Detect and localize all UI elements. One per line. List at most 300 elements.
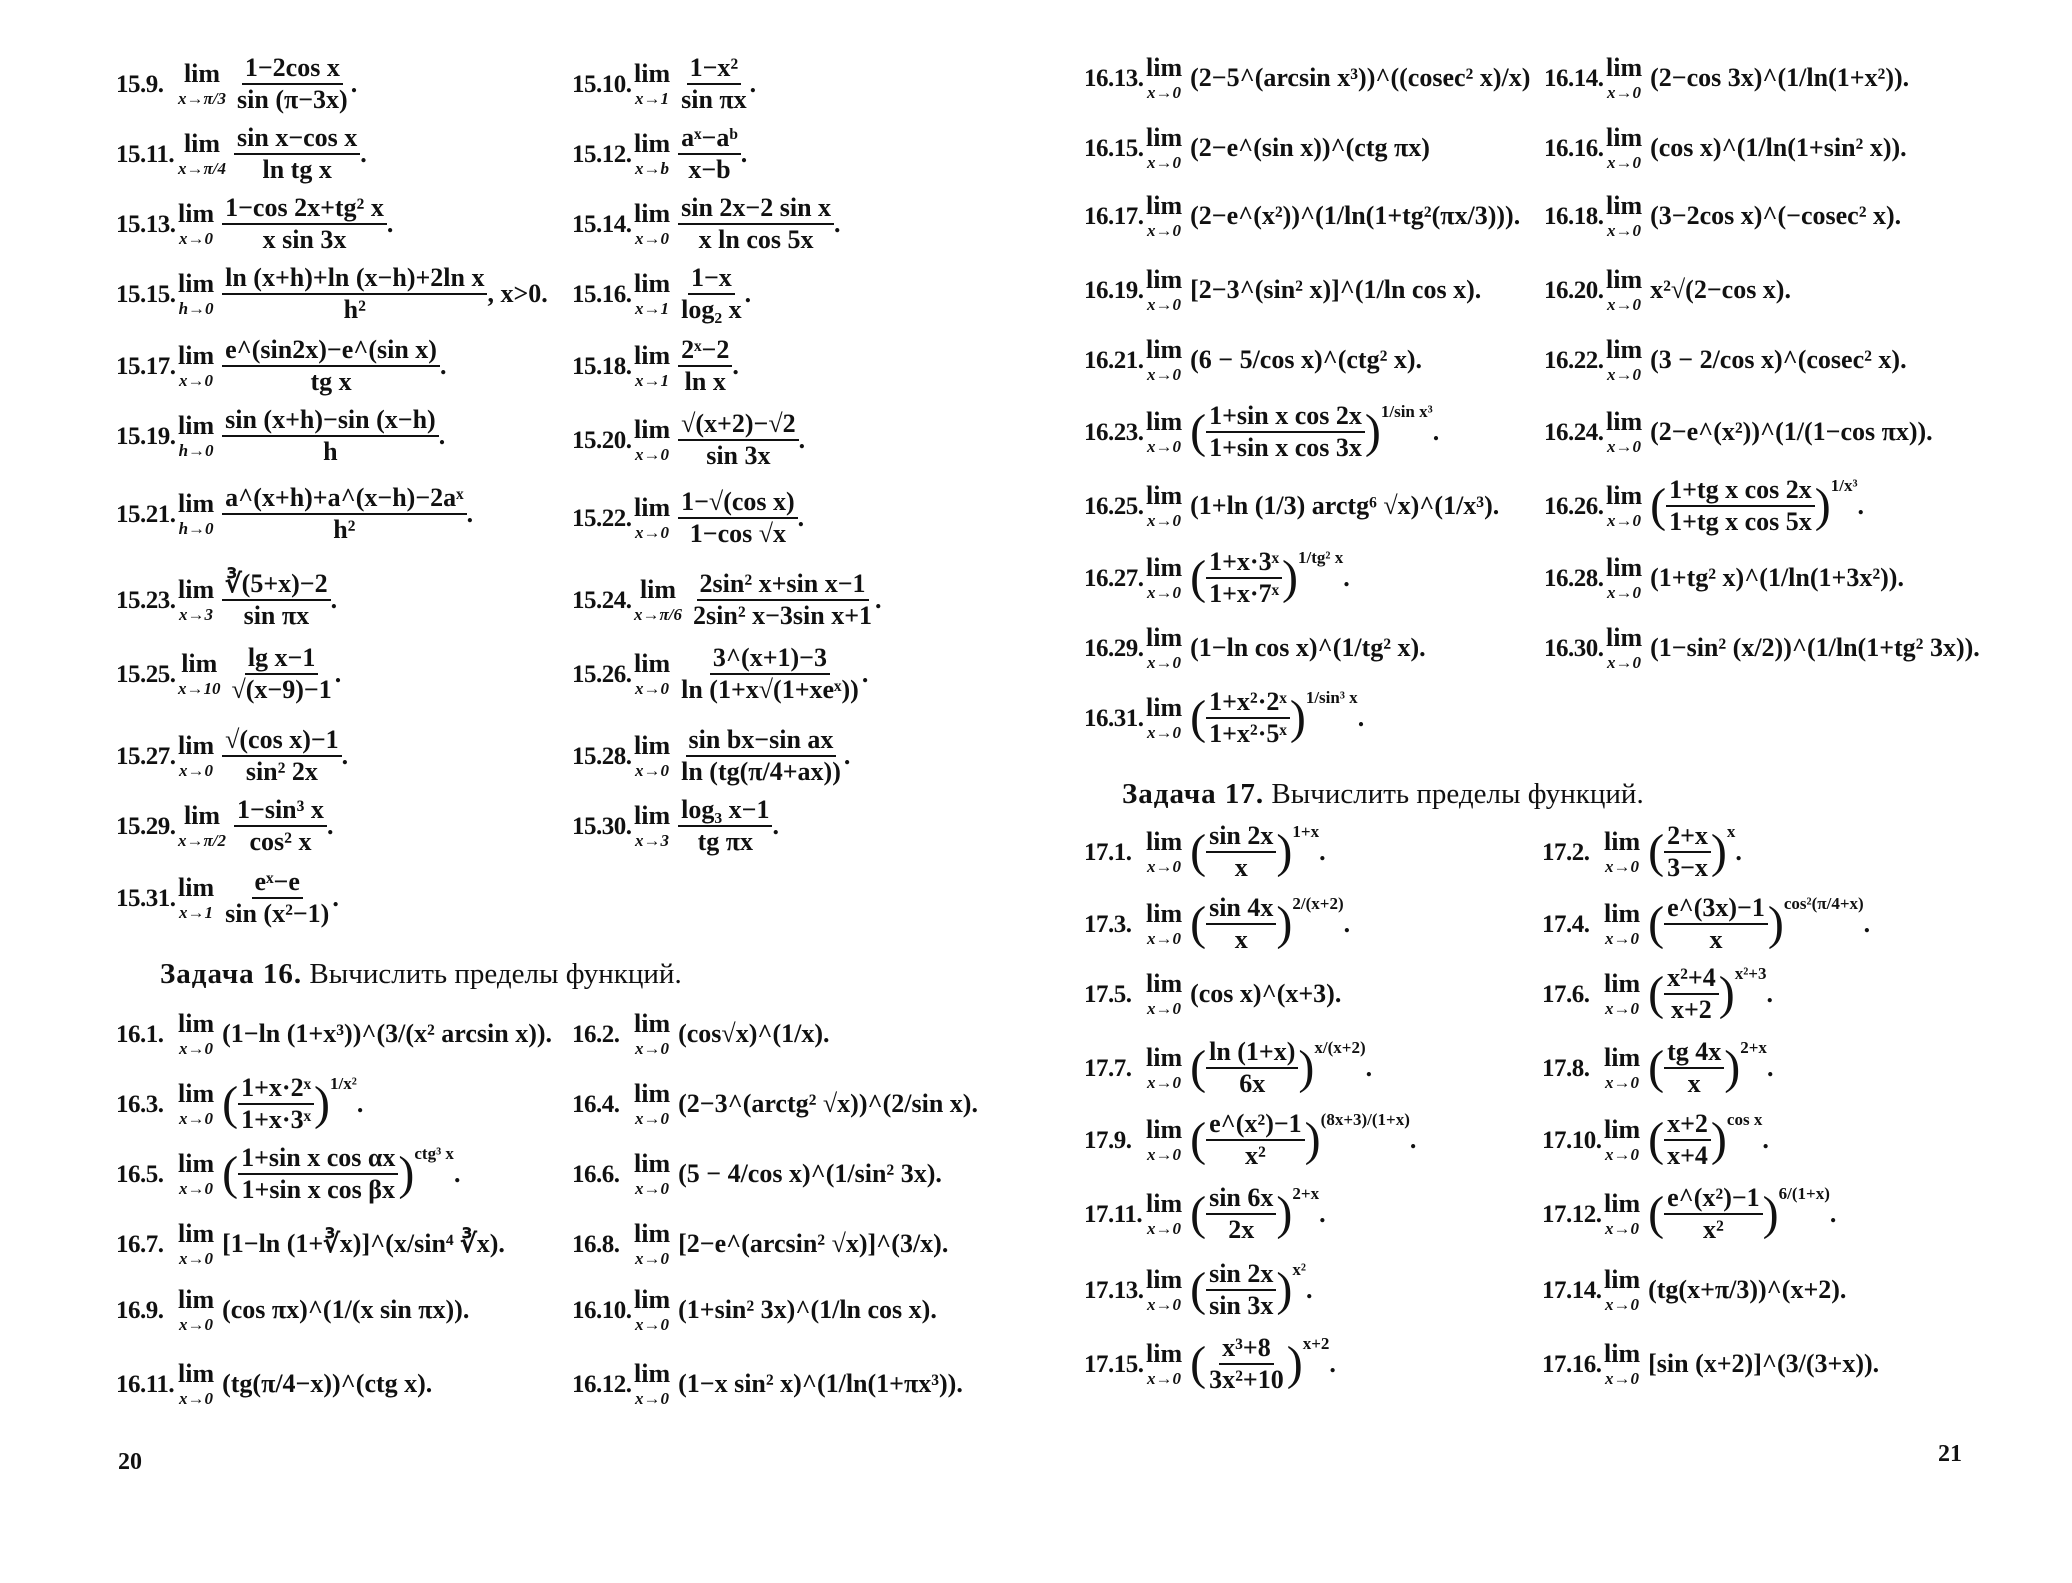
close-paren: ) bbox=[1276, 897, 1293, 950]
numerator: 1+x·3ˣ bbox=[1206, 549, 1282, 579]
lim-label: lim bbox=[1146, 1265, 1183, 1294]
lim-subscript: x→π/4 bbox=[178, 159, 227, 178]
lim-subscript: x→0 bbox=[635, 679, 670, 698]
limit-expression: (tg(x+π/3))^(x+2). bbox=[1648, 1275, 1847, 1304]
limit-expression bbox=[1648, 1111, 1769, 1169]
lim-subscript: x→0 bbox=[635, 1249, 670, 1268]
lim-subscript: x→π/6 bbox=[634, 605, 683, 624]
close-paren: ) bbox=[1814, 479, 1831, 532]
lim-subscript: x→0 bbox=[179, 371, 214, 390]
lim-subscript: x→0 bbox=[635, 229, 670, 248]
section-heading: Задача 16. Вычислить пределы функций. bbox=[160, 958, 682, 990]
problem-item bbox=[1084, 1111, 1416, 1169]
lim-subscript: x→1 bbox=[635, 89, 670, 108]
exponent: 2+x bbox=[1292, 1184, 1320, 1203]
lim-subscript: x→0 bbox=[635, 761, 670, 780]
limit-operator bbox=[1146, 337, 1182, 383]
lim-label: lim bbox=[634, 1079, 671, 1108]
limit-expression: (5 − 4/cos x)^(1/sin² 3x). bbox=[678, 1159, 942, 1188]
problem-item bbox=[1084, 1261, 1313, 1319]
fraction bbox=[678, 411, 799, 469]
lim-label: lim bbox=[1146, 335, 1183, 364]
limit-operator bbox=[634, 803, 670, 849]
problem-item bbox=[1084, 403, 1439, 461]
numerator: 2sin² x+sin x−1 bbox=[697, 571, 869, 601]
problem-item bbox=[572, 1287, 937, 1333]
limit-expression bbox=[222, 485, 473, 543]
fraction bbox=[1664, 1185, 1763, 1243]
denominator: 1+x²·5ˣ bbox=[1209, 719, 1287, 748]
lim-label: lim bbox=[634, 1219, 671, 1248]
limit-operator bbox=[634, 1081, 670, 1127]
problem-item bbox=[572, 1361, 963, 1407]
exponent: cos²(π/4+x) bbox=[1783, 894, 1864, 913]
lim-label: lim bbox=[1606, 623, 1643, 652]
exponent: 1+x bbox=[1292, 822, 1320, 841]
problem-item bbox=[1084, 483, 1499, 529]
numerator: 1−√(cos x) bbox=[678, 489, 798, 519]
problem-number: 15.29. bbox=[116, 812, 176, 840]
numerator: 1−sin³ x bbox=[234, 797, 327, 827]
lim-subscript: x→0 bbox=[1605, 929, 1640, 948]
fraction bbox=[1206, 1111, 1305, 1169]
numerator: 2ˣ−2 bbox=[678, 337, 732, 367]
open-paren: ( bbox=[1190, 691, 1207, 744]
denominator: x bbox=[1234, 853, 1248, 882]
limit-expression bbox=[1648, 1039, 1773, 1097]
lim-label: lim bbox=[178, 873, 215, 902]
problem-item bbox=[116, 195, 393, 253]
exponent: 2+x bbox=[1740, 1038, 1767, 1057]
limit-expression: (cos πx)^(1/(x sin πx)). bbox=[222, 1295, 470, 1324]
lim-label: lim bbox=[634, 801, 671, 830]
lim-label: lim bbox=[183, 129, 221, 158]
denominator: 1+tg x cos 5x bbox=[1669, 507, 1812, 536]
lim-label: lim bbox=[1606, 553, 1643, 582]
exponent: 2/(x+2) bbox=[1292, 894, 1344, 913]
lim-label: lim bbox=[1606, 407, 1643, 436]
problem-item bbox=[572, 1081, 978, 1127]
lim-label: lim bbox=[178, 269, 215, 298]
problem-number: 15.24. bbox=[572, 586, 632, 614]
fraction bbox=[678, 337, 732, 395]
lim-subscript: x→0 bbox=[1605, 1073, 1640, 1092]
limit-operator bbox=[634, 495, 670, 541]
numerator: 1+sin x cos 2x bbox=[1206, 403, 1365, 433]
lim-label: lim bbox=[634, 493, 671, 522]
problem-number: 15.17. bbox=[116, 352, 176, 380]
lim-label: lim bbox=[1146, 407, 1183, 436]
denominator: x bbox=[1709, 925, 1723, 954]
limit-expression bbox=[1190, 1261, 1312, 1319]
problem-number: 16.28. bbox=[1544, 564, 1604, 592]
suffix: . bbox=[466, 499, 474, 528]
limit-expression: (2−cos 3x)^(1/ln(1+x²)). bbox=[1650, 63, 1910, 92]
limit-operator bbox=[1146, 625, 1182, 671]
limit-operator bbox=[634, 1151, 670, 1197]
limit-operator bbox=[634, 61, 670, 107]
problem-number: 17.12. bbox=[1542, 1200, 1602, 1228]
denominator: 1+x·3ˣ bbox=[241, 1105, 312, 1134]
fraction bbox=[234, 55, 351, 113]
denominator: ln (1+x√(1+xeˣ)) bbox=[681, 675, 859, 704]
numerator: 1−x bbox=[688, 265, 735, 295]
problem-number: 17.11. bbox=[1084, 1200, 1143, 1228]
limit-expression: (3 − 2/cos x)^(cosec² x). bbox=[1650, 345, 1907, 374]
denominator: ln tg x bbox=[262, 155, 332, 184]
lim-subscript: h→0 bbox=[178, 299, 214, 318]
denominator: sin (x²−1) bbox=[225, 899, 330, 928]
problem-item bbox=[1084, 689, 1364, 747]
limit-operator bbox=[1146, 1191, 1182, 1237]
limit-operator bbox=[1146, 267, 1182, 313]
fraction bbox=[1664, 965, 1719, 1023]
problem-item bbox=[116, 571, 337, 629]
lim-label: lim bbox=[178, 1285, 215, 1314]
numerator: e^(x²)−1 bbox=[1206, 1111, 1305, 1141]
problem-number: 17.9. bbox=[1084, 1126, 1132, 1154]
lim-subscript: x→0 bbox=[1607, 511, 1642, 530]
limit-expression bbox=[234, 55, 357, 113]
exponent: 6/(1+x) bbox=[1778, 1184, 1830, 1203]
limit-expression bbox=[222, 1145, 460, 1203]
lim-label: lim bbox=[178, 1359, 215, 1388]
problem-number: 17.6. bbox=[1542, 980, 1590, 1008]
limit-expression: (1−ln cos x)^(1/tg² x). bbox=[1190, 633, 1426, 662]
fraction bbox=[222, 407, 439, 465]
problem-number: 16.2. bbox=[572, 1020, 620, 1048]
close-paren: ) bbox=[1724, 1041, 1741, 1094]
problem-number: 15.18. bbox=[572, 352, 632, 380]
problem-item bbox=[572, 411, 805, 469]
limit-operator bbox=[1604, 1341, 1640, 1387]
close-paren: ) bbox=[1289, 691, 1306, 744]
problem-item bbox=[1544, 555, 1904, 601]
suffix: . bbox=[453, 1159, 461, 1188]
numerator: sin 2x bbox=[1206, 823, 1276, 853]
numerator: sin x−cos x bbox=[234, 125, 360, 155]
limit-operator bbox=[1146, 1117, 1182, 1163]
limit-operator bbox=[1146, 125, 1182, 171]
numerator: a^(x+h)+a^(x−h)−2aˣ bbox=[222, 485, 466, 515]
problem-item bbox=[1084, 1039, 1372, 1097]
fraction bbox=[222, 727, 342, 785]
lim-subscript: x→0 bbox=[1147, 1295, 1182, 1314]
lim-label: lim bbox=[1146, 1043, 1183, 1072]
lim-subscript: x→0 bbox=[1147, 583, 1182, 602]
denominator: sin πx bbox=[243, 601, 310, 630]
limit-operator bbox=[634, 733, 670, 779]
numerator: 3^(x+1)−3 bbox=[710, 645, 830, 675]
limit-operator bbox=[634, 1287, 670, 1333]
lim-subscript: x→0 bbox=[179, 1179, 214, 1198]
problem-item bbox=[572, 55, 756, 113]
open-paren: ( bbox=[222, 1147, 239, 1200]
denominator: 1−cos √x bbox=[689, 519, 787, 548]
limit-expression bbox=[234, 125, 367, 183]
suffix: . bbox=[834, 209, 841, 238]
problem-item bbox=[116, 265, 548, 323]
numerator: log₃ x−1 bbox=[678, 797, 772, 827]
open-paren: ( bbox=[1190, 405, 1207, 458]
lim-label: lim bbox=[183, 59, 221, 88]
limit-expression bbox=[678, 727, 850, 785]
numerator: 2+x bbox=[1664, 823, 1711, 853]
lim-subscript: x→0 bbox=[1147, 653, 1182, 672]
problem-item bbox=[1084, 267, 1481, 313]
open-paren: ( bbox=[1190, 1263, 1207, 1316]
lim-subscript: x→1 bbox=[635, 371, 670, 390]
close-paren: ) bbox=[1304, 1113, 1321, 1166]
lim-label: lim bbox=[1604, 1043, 1641, 1072]
lim-subscript: x→0 bbox=[1607, 221, 1642, 240]
suffix: . bbox=[1735, 837, 1742, 866]
fraction bbox=[678, 55, 750, 113]
problem-item bbox=[1544, 55, 1909, 101]
suffix: . bbox=[861, 659, 869, 688]
suffix: . bbox=[1762, 1125, 1769, 1154]
problem-number: 16.26. bbox=[1544, 492, 1604, 520]
lim-subscript: x→0 bbox=[1605, 1369, 1640, 1388]
fraction bbox=[238, 1075, 314, 1133]
problem-number: 16.9. bbox=[116, 1296, 164, 1324]
limit-operator bbox=[1606, 625, 1642, 671]
limit-operator bbox=[634, 343, 670, 389]
problem-item bbox=[572, 125, 747, 183]
lim-label: lim bbox=[634, 1285, 671, 1314]
suffix: . bbox=[330, 585, 338, 614]
limit-operator bbox=[1146, 901, 1182, 947]
lim-subscript: x→0 bbox=[1147, 221, 1182, 240]
suffix: . bbox=[1365, 1053, 1373, 1082]
limit-expression bbox=[222, 869, 339, 927]
right-page bbox=[1036, 0, 2072, 1583]
limit-expression bbox=[1190, 403, 1439, 461]
problem-number: 15.26. bbox=[572, 660, 632, 688]
limit-expression: [sin (x+2)]^(3/(3+x)). bbox=[1648, 1349, 1880, 1378]
lim-subscript: x→0 bbox=[179, 1389, 214, 1408]
suffix: . bbox=[843, 741, 851, 770]
numerator: √(cos x)−1 bbox=[222, 727, 342, 757]
problem-number: 15.14. bbox=[572, 210, 632, 238]
lim-subscript: x→0 bbox=[179, 229, 214, 248]
problem-item bbox=[116, 1075, 363, 1133]
lim-label: lim bbox=[178, 1009, 215, 1038]
suffix: . bbox=[1409, 1125, 1417, 1154]
problem-number: 15.11. bbox=[116, 140, 175, 168]
denominator: ln (tg(π/4+ax)) bbox=[681, 757, 841, 786]
problem-number: 16.30. bbox=[1544, 634, 1604, 662]
lim-label: lim bbox=[178, 575, 215, 604]
limit-expression: (3−2cos x)^(−cosec² x). bbox=[1650, 201, 1902, 230]
limit-expression: (tg(π/4−x))^(ctg x). bbox=[222, 1369, 433, 1398]
problem-item bbox=[572, 1221, 948, 1267]
lim-subscript: x→0 bbox=[1147, 295, 1182, 314]
lim-subscript: x→3 bbox=[635, 831, 670, 850]
limit-operator bbox=[178, 491, 214, 537]
limit-operator bbox=[1146, 1045, 1182, 1091]
problem-item bbox=[116, 1287, 469, 1333]
limit-expression: (1+ln (1/3) arctg⁶ √x)^(1/x³). bbox=[1190, 491, 1500, 520]
numerator: e^(3x)−1 bbox=[1664, 895, 1768, 925]
limit-expression bbox=[690, 571, 882, 629]
fraction bbox=[1206, 403, 1365, 461]
suffix: . bbox=[360, 139, 367, 168]
close-paren: ) bbox=[1282, 551, 1299, 604]
open-paren: ( bbox=[222, 1077, 239, 1130]
limit-operator bbox=[1604, 829, 1640, 875]
problem-item bbox=[116, 1361, 432, 1407]
problem-number: 15.16. bbox=[572, 280, 632, 308]
limit-expression: (1−x sin² x)^(1/ln(1+πx³)). bbox=[678, 1369, 963, 1398]
problem-number: 16.6. bbox=[572, 1160, 620, 1188]
suffix: . bbox=[334, 659, 342, 688]
denominator: cos² x bbox=[249, 827, 312, 856]
limit-expression: (2−5^(arcsin x³))^((cosec² x)/x) bbox=[1190, 63, 1531, 92]
problem-number: 15.25. bbox=[116, 660, 176, 688]
problem-number: 15.21. bbox=[116, 500, 176, 528]
limit-operator bbox=[634, 131, 670, 177]
lim-label: lim bbox=[634, 199, 671, 228]
limit-expression: (6 − 5/cos x)^(ctg² x). bbox=[1190, 345, 1423, 374]
fraction bbox=[678, 727, 844, 785]
lim-subscript: x→0 bbox=[1147, 1145, 1182, 1164]
lim-subscript: x→0 bbox=[1147, 83, 1182, 102]
problem-item bbox=[1544, 477, 1864, 535]
lim-label: lim bbox=[1146, 1189, 1183, 1218]
numerator: e^(sin2x)−e^(sin x) bbox=[222, 337, 440, 367]
limit-operator bbox=[178, 1081, 214, 1127]
problem-item bbox=[1542, 1185, 1836, 1243]
lim-label: lim bbox=[1146, 123, 1183, 152]
limit-operator bbox=[1606, 483, 1642, 529]
lim-subscript: x→0 bbox=[1147, 929, 1182, 948]
fraction bbox=[1664, 1039, 1724, 1097]
lim-label: lim bbox=[1146, 553, 1183, 582]
limit-operator bbox=[1146, 409, 1182, 455]
problem-item bbox=[1084, 193, 1520, 239]
lim-subscript: x→0 bbox=[1147, 1369, 1182, 1388]
denominator: x−b bbox=[688, 155, 731, 184]
problem-item bbox=[1084, 971, 1341, 1017]
lim-subscript: x→0 bbox=[635, 1179, 670, 1198]
limit-expression: (1+sin² 3x)^(1/ln cos x). bbox=[678, 1295, 937, 1324]
open-paren: ( bbox=[1190, 1337, 1207, 1390]
lim-subscript: x→0 bbox=[179, 761, 214, 780]
problem-item bbox=[572, 265, 751, 323]
lim-label: lim bbox=[1604, 899, 1641, 928]
numerator: 1+x²·2ˣ bbox=[1206, 689, 1290, 719]
fraction bbox=[222, 485, 466, 543]
limit-operator bbox=[178, 271, 214, 317]
lim-label: lim bbox=[634, 731, 671, 760]
numerator: sin (x+h)−sin (x−h) bbox=[222, 407, 439, 437]
denominator: √(x−9)−1 bbox=[231, 675, 332, 704]
close-paren: ) bbox=[1286, 1337, 1303, 1390]
denominator: 1+sin x cos 3x bbox=[1209, 433, 1362, 462]
exponent: 1/tg² x bbox=[1298, 548, 1344, 567]
lim-label: lim bbox=[1146, 969, 1183, 998]
lim-subscript: x→0 bbox=[179, 1109, 214, 1128]
lim-label: lim bbox=[634, 415, 671, 444]
problem-item bbox=[1544, 125, 1907, 171]
lim-subscript: h→0 bbox=[178, 441, 214, 460]
lim-label: lim bbox=[1146, 53, 1183, 82]
fraction bbox=[1206, 1185, 1276, 1243]
fraction bbox=[229, 645, 335, 703]
problem-number: 15.10. bbox=[572, 70, 632, 98]
exponent: 1/sin x³ bbox=[1380, 402, 1433, 421]
limit-expression bbox=[1190, 1039, 1372, 1097]
suffix: . bbox=[326, 811, 334, 840]
problem-item bbox=[1544, 267, 1791, 313]
lim-label: lim bbox=[178, 1219, 215, 1248]
problem-number: 16.14. bbox=[1544, 64, 1604, 92]
problem-number: 16.5. bbox=[116, 1160, 164, 1188]
denominator: x+2 bbox=[1670, 995, 1712, 1024]
lim-subscript: x→3 bbox=[179, 605, 214, 624]
lim-label: lim bbox=[1604, 1115, 1641, 1144]
exponent: cos x bbox=[1726, 1110, 1763, 1129]
lim-subscript: x→10 bbox=[178, 679, 221, 698]
numerator: 1−x² bbox=[687, 55, 742, 85]
limit-operator bbox=[178, 1287, 214, 1333]
lim-label: lim bbox=[1146, 899, 1183, 928]
lim-subscript: x→0 bbox=[1147, 437, 1182, 456]
problem-number: 16.31. bbox=[1084, 704, 1144, 732]
problem-number: 15.28. bbox=[572, 742, 632, 770]
lim-label: lim bbox=[1606, 191, 1643, 220]
fraction bbox=[1206, 1261, 1276, 1319]
limit-expression bbox=[1648, 895, 1870, 953]
suffix: . bbox=[1863, 909, 1871, 938]
denominator: sin 3x bbox=[1209, 1291, 1274, 1320]
numerator: 1−2cos x bbox=[242, 55, 343, 85]
limit-operator bbox=[178, 413, 214, 459]
suffix: . bbox=[1329, 1349, 1336, 1378]
denominator: sin 3x bbox=[706, 441, 771, 470]
problem-number: 16.21. bbox=[1084, 346, 1144, 374]
limit-operator bbox=[1606, 337, 1642, 383]
limit-operator bbox=[634, 577, 682, 623]
problem-item bbox=[116, 797, 333, 855]
numerator: ∛(5+x)−2 bbox=[222, 571, 331, 601]
close-paren: ) bbox=[1710, 825, 1727, 878]
lim-subscript: x→π/2 bbox=[178, 831, 227, 850]
numerator: lg x−1 bbox=[245, 645, 319, 675]
suffix: . bbox=[875, 585, 882, 614]
limit-expression bbox=[1190, 689, 1364, 747]
numerator: aˣ−aᵇ bbox=[678, 125, 741, 155]
problem-item bbox=[1084, 1185, 1326, 1243]
lim-subscript: x→0 bbox=[1607, 295, 1642, 314]
suffix: . bbox=[1829, 1199, 1837, 1228]
denominator: sin² 2x bbox=[245, 757, 318, 786]
limit-expression: (2−3^(arctg² √x))^(2/sin x). bbox=[678, 1089, 978, 1118]
limit-operator bbox=[634, 201, 670, 247]
denominator: sin πx bbox=[681, 85, 747, 114]
limit-expression bbox=[1190, 895, 1350, 953]
denominator: h² bbox=[343, 295, 366, 324]
problem-number: 16.18. bbox=[1544, 202, 1604, 230]
limit-expression bbox=[222, 195, 393, 253]
suffix: . bbox=[798, 425, 806, 454]
limit-operator bbox=[1606, 267, 1642, 313]
limit-expression bbox=[222, 337, 446, 395]
numerator: x+2 bbox=[1664, 1111, 1711, 1141]
lim-subscript: x→0 bbox=[1605, 999, 1640, 1018]
suffix: . bbox=[1343, 909, 1351, 938]
